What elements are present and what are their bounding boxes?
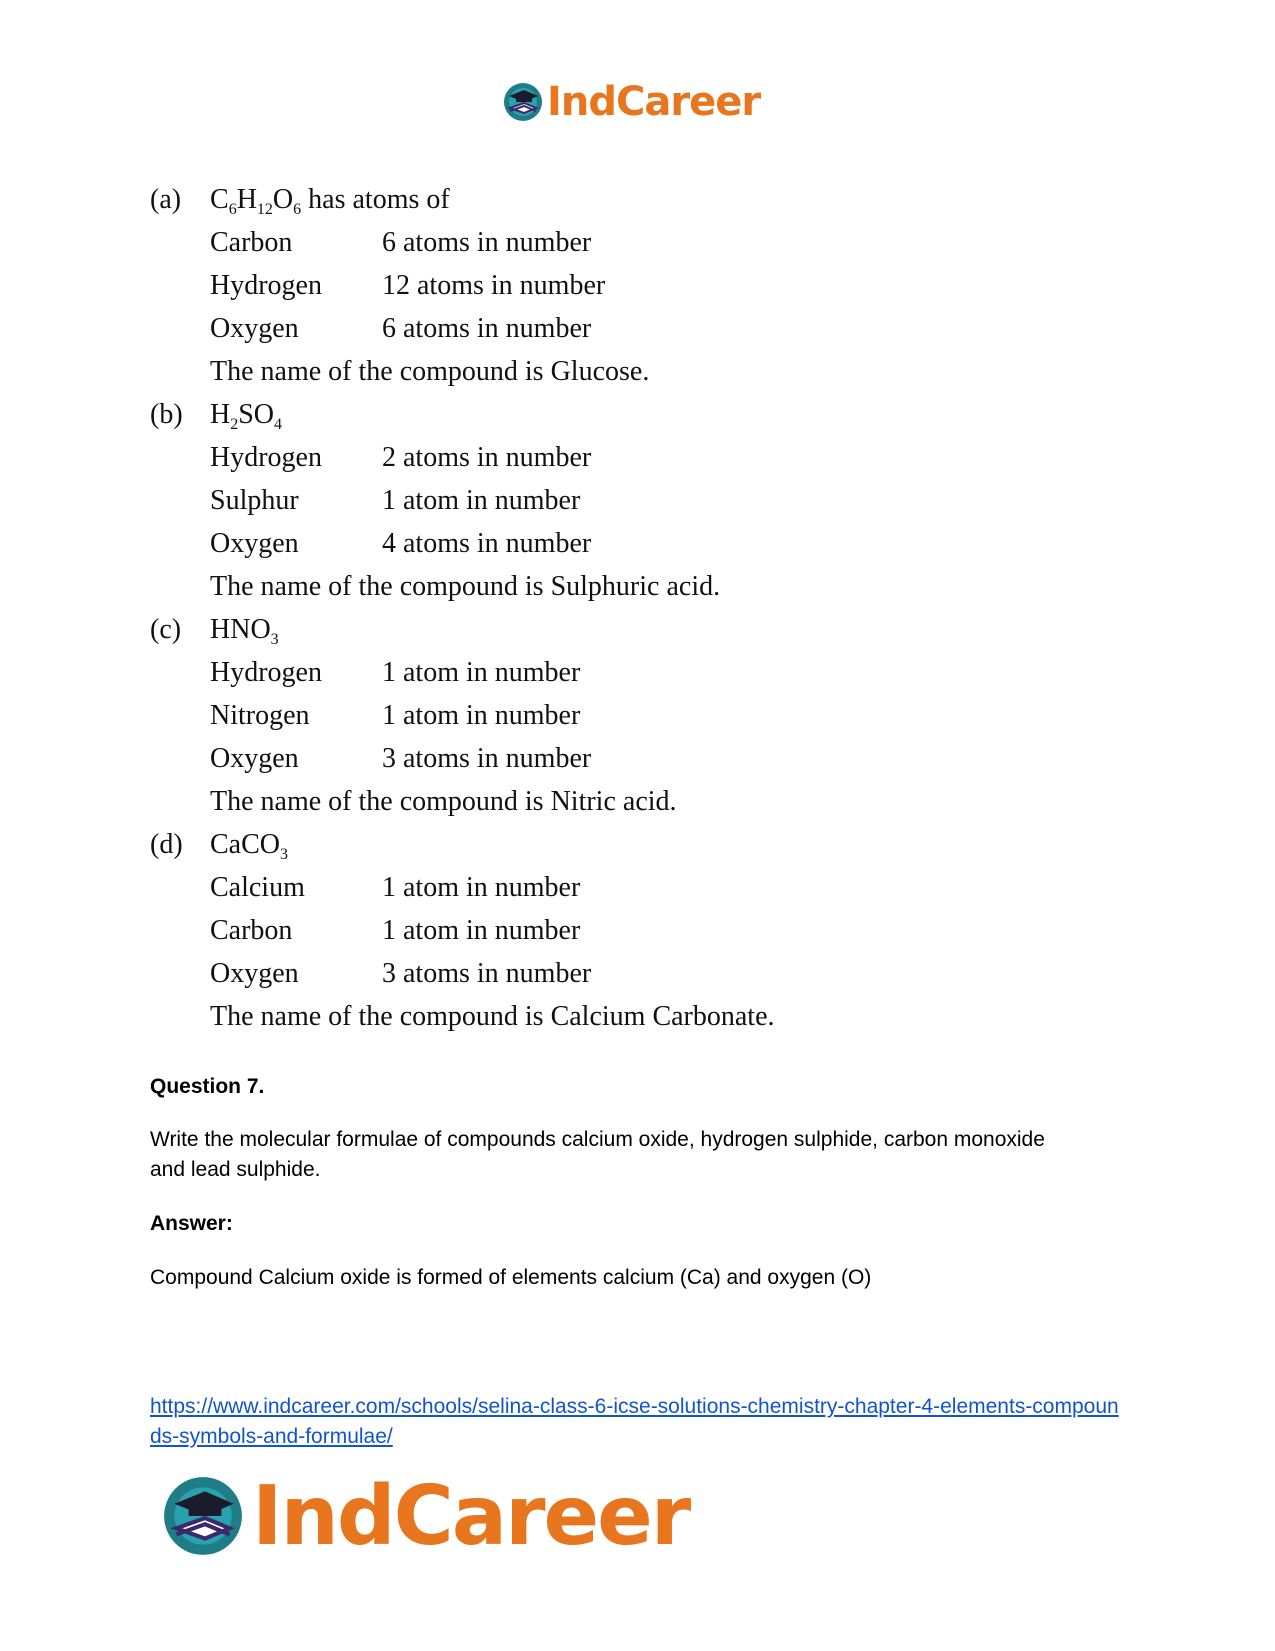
element-row: [150, 522, 850, 565]
compound-formula: [210, 393, 282, 436]
element-name: Calcium: [210, 872, 305, 903]
atom-count: 1 atom in number: [382, 700, 581, 731]
atom-count: 6 atoms in number: [382, 313, 592, 344]
formula-suffix: has atoms of: [301, 184, 450, 215]
compound-formula: [210, 178, 450, 221]
compound-heading: [150, 178, 850, 221]
compound-heading: [150, 608, 850, 651]
compound-name-line: The name of the compound is Glucose.: [210, 356, 650, 387]
compound-label: (a): [150, 184, 182, 215]
element-name: Oxygen: [210, 313, 299, 344]
element-row: [150, 264, 850, 307]
element-row: [150, 909, 850, 952]
graduation-cap-book-icon: [502, 81, 544, 123]
formula-symbol: C: [210, 184, 229, 215]
atom-count: 3 atoms in number: [382, 958, 592, 989]
question-text: Write the molecular formulae of compounds calcium oxide, hydrogen sulphide, carbon monoxide and lead sulphide.: [150, 1128, 1045, 1181]
logo-text: IndCareer: [547, 79, 761, 125]
graduation-cap-book-icon: [160, 1473, 246, 1559]
element-name: Carbon: [210, 227, 293, 258]
element-row: [150, 866, 850, 909]
answer-text: Compound Calcium oxide is formed of elements calcium (Ca) and oxygen (O): [150, 1266, 872, 1289]
logo-text: IndCareer: [252, 1468, 690, 1564]
formula-subscript: 12: [256, 201, 273, 218]
formula-subscript: 6: [228, 201, 237, 218]
formula-subscript: 4: [274, 416, 283, 433]
element-name: Carbon: [210, 915, 293, 946]
footer-logo: [160, 1470, 689, 1562]
formula-symbol: SO: [238, 399, 275, 430]
compound-section: [150, 823, 850, 1038]
atom-count: 1 atom in number: [382, 657, 581, 688]
atom-count: 1 atom in number: [382, 915, 581, 946]
compound-formula: [210, 823, 288, 866]
compound-formula: [210, 608, 279, 651]
formula-symbol: HNO: [210, 614, 271, 645]
element-row: [150, 436, 850, 479]
atom-count: 12 atoms in number: [382, 270, 606, 301]
formula-subscript: 3: [280, 846, 288, 863]
atom-count: 4 atoms in number: [382, 528, 592, 559]
source-link[interactable]: https://www.indcareer.com/schools/selina-class-6-icse-solutions-chemistry-chapter-4-elements-compounds-symbols-and-formulae/: [150, 1395, 1119, 1448]
element-name: Oxygen: [210, 528, 299, 559]
compound-label: (b): [150, 399, 183, 430]
element-name: Oxygen: [210, 743, 299, 774]
element-name: Hydrogen: [210, 657, 322, 688]
compound-label: (c): [150, 614, 182, 645]
compound-name-line: The name of the compound is Calcium Carbonate.: [210, 1001, 775, 1032]
compound-section: [150, 178, 850, 393]
element-row: [150, 651, 850, 694]
compound-answer-block: [150, 178, 850, 1038]
formula-symbol: O: [272, 184, 294, 215]
formula-subscript: 6: [293, 201, 302, 218]
formula-symbol: H: [210, 399, 231, 430]
formula-subscript: 3: [270, 631, 279, 648]
question-title: Question 7.: [150, 1075, 265, 1098]
atom-count: 1 atom in number: [382, 485, 581, 516]
element-name: Hydrogen: [210, 442, 322, 473]
element-name: Sulphur: [210, 485, 299, 516]
compound-heading: [150, 823, 850, 866]
compound-label: (d): [150, 829, 183, 860]
element-name: Oxygen: [210, 958, 299, 989]
answer-label: Answer:: [150, 1212, 233, 1235]
formula-symbol: CaCO: [210, 829, 280, 860]
atom-count: 1 atom in number: [382, 872, 581, 903]
formula-subscript: 2: [230, 416, 239, 433]
element-row: [150, 307, 850, 350]
element-name: Hydrogen: [210, 270, 322, 301]
element-name: Nitrogen: [210, 700, 310, 731]
element-row: [150, 479, 850, 522]
atom-count: 6 atoms in number: [382, 227, 592, 258]
element-row: [150, 694, 850, 737]
compound-heading: [150, 393, 850, 436]
compound-name-line: The name of the compound is Nitric acid.: [210, 786, 677, 817]
compound-section: [150, 608, 850, 823]
header-logo: [502, 78, 760, 126]
element-row: [150, 737, 850, 780]
element-row: [150, 952, 850, 995]
compound-name-line: The name of the compound is Sulphuric acid.: [210, 571, 721, 602]
compound-section: [150, 393, 850, 608]
atom-count: 2 atoms in number: [382, 442, 592, 473]
atom-count: 3 atoms in number: [382, 743, 592, 774]
formula-symbol: H: [236, 184, 257, 215]
element-row: [150, 221, 850, 264]
